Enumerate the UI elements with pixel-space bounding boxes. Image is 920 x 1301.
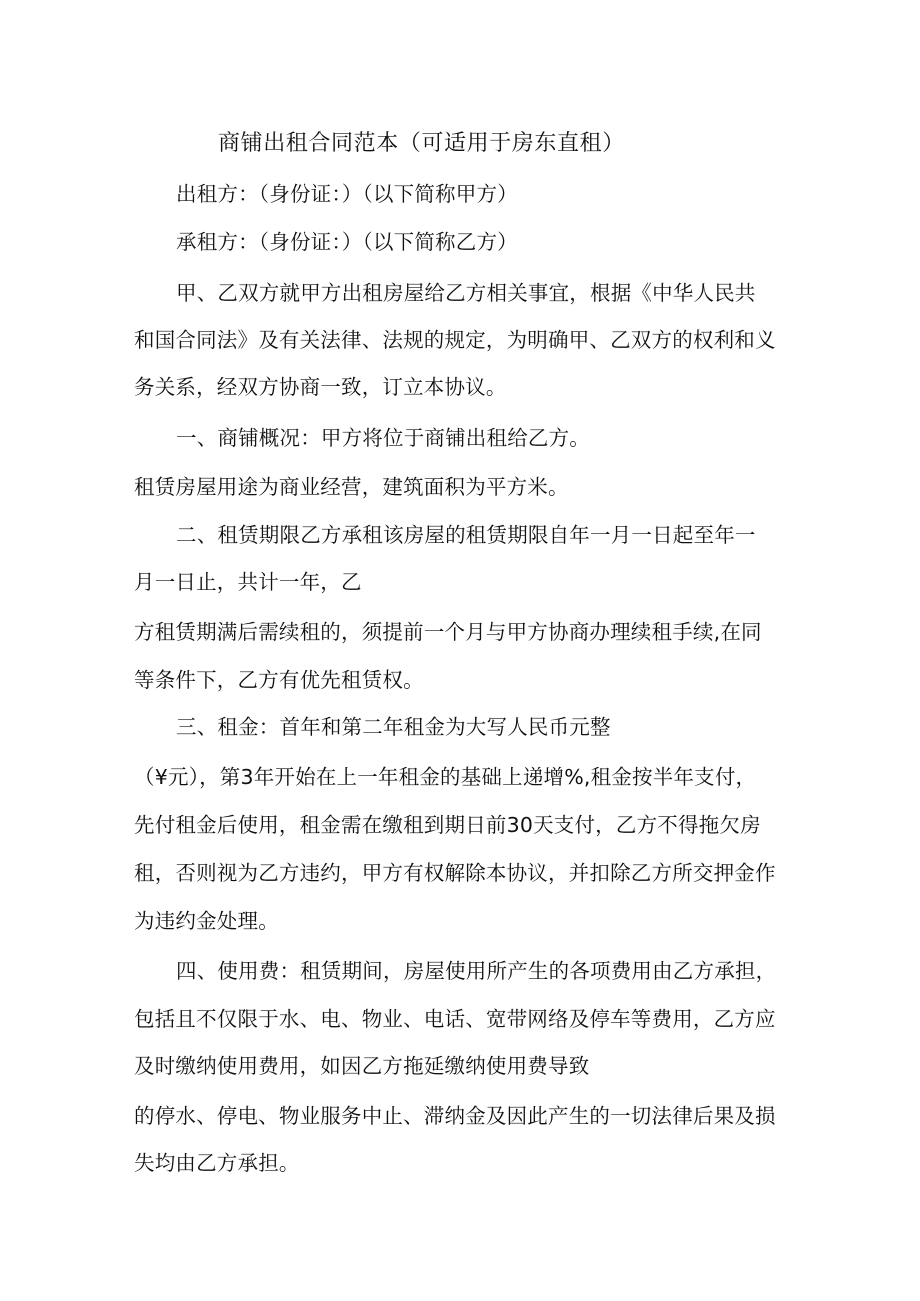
clause-3-line: 三、租金：首年和第二年租金为大写人民币元整 xyxy=(176,715,611,739)
paragraph-line: 包括且不仅限于水、电、物业、电话、宽带网络及停车等费用，乙方应 xyxy=(134,1007,776,1031)
paragraph-line: 和国合同法》及有关法律、法规的规定，为明确甲、乙双方的权利和义 xyxy=(134,328,776,352)
paragraph-line: 为违约金处理。 xyxy=(134,909,279,933)
paragraph-line: 月一日止，共计一年，乙 xyxy=(134,570,362,594)
paragraph-line: 务关系，经双方协商一致，订立本协议。 xyxy=(134,375,507,399)
paragraph-line: （¥元），第3年开始在上一年租金的基础上递增%,租金按半年支付， xyxy=(134,765,757,789)
paragraph-line: 先付租金后使用，租金需在缴租到期日前30天支付，乙方不得拖欠房 xyxy=(134,813,761,837)
paragraph-line: 租赁房屋用途为商业经营，建筑面积为平方米。 xyxy=(134,475,569,499)
paragraph-line: 的停水、停电、物业服务中止、滞纳金及因此产生的一切法律后果及损 xyxy=(134,1104,776,1128)
document-title: 商铺出租合同范本（可适用于房东直租） xyxy=(218,131,625,156)
clause-2-line: 二、租赁期限乙方承租该房屋的租赁期限自年一月一日起至年一 xyxy=(176,523,756,547)
paragraph-line: 等条件下，乙方有优先租赁权。 xyxy=(134,668,424,692)
clause-4-line: 四、使用费：租赁期间，房屋使用所产生的各项费用由乙方承担， xyxy=(176,959,777,983)
paragraph-line: 失均由乙方承担。 xyxy=(134,1151,300,1175)
clause-1-line: 一、商铺概况：甲方将位于商铺出租给乙方。 xyxy=(176,426,590,450)
paragraph-line: 方租赁期满后需续租的，须提前一个月与甲方协商办理续租手续,在同 xyxy=(134,620,762,644)
lessor-line: 出租方：（身份证：）（以下简称甲方） xyxy=(176,182,518,206)
paragraph-line: 租，否则视为乙方违约，甲方有权解除本协议，并扣除乙方所交押金作 xyxy=(134,861,776,885)
paragraph-line: 及时缴纳使用费用，如因乙方拖延缴纳使用费导致 xyxy=(134,1054,590,1078)
lessee-line: 承租方：（身份证：）（以下简称乙方） xyxy=(176,230,518,254)
paragraph-line: 甲、乙双方就甲方出租房屋给乙方相关事宜，根据《中华人民共 xyxy=(176,281,756,305)
